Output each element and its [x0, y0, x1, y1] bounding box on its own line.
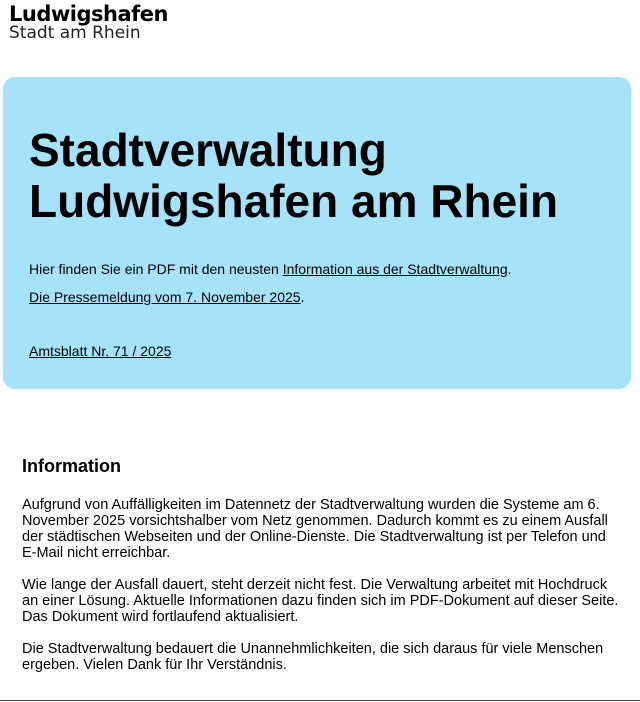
logo-subtitle: Stadt am Rhein — [9, 23, 141, 43]
page-title: Stadtverwaltung Ludwigshafen am Rhein — [29, 124, 559, 227]
information-section — [22, 456, 622, 689]
press-release-link[interactable]: Die Pressemeldung vom 7. November 2025 — [29, 289, 301, 305]
amtsblatt-text — [29, 343, 171, 359]
intro-text: Hier finden Sie ein PDF mit den neusten Information aus der Stadtverwaltung. — [29, 261, 512, 277]
hero-banner — [3, 77, 631, 389]
amtsblatt-link[interactable]: Amtsblatt Nr. 71 / 2025 — [29, 343, 172, 359]
info-paragraph: Aufgrund von Auffälligkeiten im Datennetz der Stadtverwaltung wurden die Systeme am 6. November 2025 vorsichtshalber vom Netz genommen. Dadurch kommt es zu einem Ausfall der städtischen Webseiten und der Online-Dienste. Die Stadtverwaltung ist per Telefon und E-Mail nicht erreichbar. — [22, 497, 608, 561]
logo-title: Ludwigshafen — [9, 2, 168, 26]
information-heading: Information — [22, 456, 121, 476]
info-paragraph: Wie lange der Ausfall dauert, steht derzeit nicht fest. Die Verwaltung arbeitet mit Hochdruck an einer Lösung. Aktuelle Informationen dazu finden sich im PDF-Dokument auf dieser Seite. Das Dokument wird fortlaufend aktualisiert. — [22, 577, 619, 625]
information-pdf-link[interactable]: Information aus der Stadtverwaltung — [282, 261, 508, 277]
press-text: Die Pressemeldung vom 7. November 2025. — [29, 289, 305, 305]
info-paragraph: Die Stadtverwaltung bedauert die Unannehmlichkeiten, die sich daraus für viele Menschen ergeben. Vielen Dank für Ihr Verständnis. — [22, 641, 604, 673]
city-logo[interactable] — [9, 4, 168, 42]
divider — [0, 700, 640, 701]
